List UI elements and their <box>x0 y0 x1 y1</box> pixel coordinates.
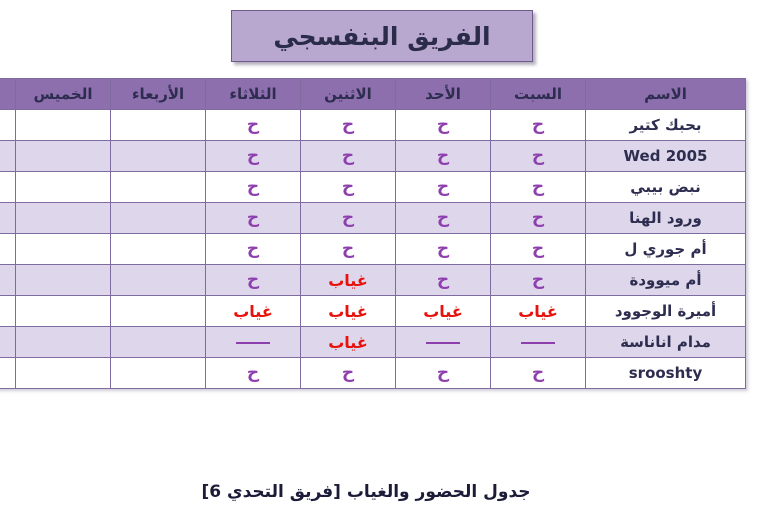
attendance-cell-thu <box>16 172 111 203</box>
attendance-cell-tue <box>206 172 301 203</box>
attendance-cell-sat <box>491 172 586 203</box>
header-row <box>0 79 746 110</box>
attendance-cell-mon <box>301 296 396 327</box>
attendance-cell-tue <box>206 327 301 358</box>
attendance-cell-fri <box>0 234 16 265</box>
dash-mark <box>426 342 460 344</box>
column-header-wed: الأربعاء <box>111 79 206 110</box>
table-row <box>0 203 746 234</box>
present-mark: ح <box>341 239 355 259</box>
column-header-sat: السبت <box>491 79 586 110</box>
member-name-cell: مدام اناناسة <box>586 327 746 358</box>
attendance-table-container <box>14 78 746 389</box>
table-head <box>0 79 746 110</box>
attendance-cell-thu <box>16 234 111 265</box>
member-name-cell: أم ميوودة <box>586 265 746 296</box>
attendance-cell-sun <box>396 203 491 234</box>
attendance-cell-wed <box>111 141 206 172</box>
attendance-cell-tue <box>206 234 301 265</box>
attendance-cell-sat <box>491 203 586 234</box>
attendance-cell-mon <box>301 110 396 141</box>
present-mark: ح <box>531 146 545 166</box>
member-name-cell: أميرة الوجوود <box>586 296 746 327</box>
table-row <box>0 296 746 327</box>
member-name-cell: نبض بيبي <box>586 172 746 203</box>
attendance-cell-mon <box>301 327 396 358</box>
member-name-cell: Wed 2005 <box>586 141 746 172</box>
attendance-cell-sun <box>396 172 491 203</box>
attendance-cell-mon <box>301 141 396 172</box>
team-title-banner <box>231 10 533 62</box>
absent-mark: غياب <box>328 301 368 321</box>
attendance-cell-fri <box>0 358 16 389</box>
present-mark: ح <box>341 146 355 166</box>
present-mark: ح <box>341 115 355 135</box>
column-header-tue: الثلاثاء <box>206 79 301 110</box>
present-mark: ح <box>531 239 545 259</box>
attendance-cell-tue <box>206 141 301 172</box>
attendance-cell-wed <box>111 265 206 296</box>
present-mark: ح <box>341 177 355 197</box>
attendance-cell-fri <box>0 172 16 203</box>
present-mark: ح <box>246 239 260 259</box>
attendance-cell-sat <box>491 358 586 389</box>
present-mark: ح <box>246 363 260 383</box>
dash-mark <box>521 342 555 344</box>
attendance-cell-fri <box>0 296 16 327</box>
present-mark: ح <box>531 270 545 290</box>
table-body <box>0 110 746 389</box>
absent-mark: غياب <box>518 301 558 321</box>
attendance-table <box>0 78 746 389</box>
table-row <box>0 327 746 358</box>
present-mark: ح <box>436 239 450 259</box>
attendance-cell-tue <box>206 265 301 296</box>
attendance-cell-sun <box>396 265 491 296</box>
present-mark: ح <box>436 115 450 135</box>
present-mark: ح <box>436 146 450 166</box>
attendance-cell-sat <box>491 296 586 327</box>
table-row <box>0 172 746 203</box>
attendance-cell-tue <box>206 358 301 389</box>
attendance-cell-tue <box>206 110 301 141</box>
absent-mark: غياب <box>233 301 273 321</box>
attendance-cell-wed <box>111 234 206 265</box>
present-mark: ح <box>246 270 260 290</box>
attendance-cell-thu <box>16 141 111 172</box>
present-mark: ح <box>531 115 545 135</box>
attendance-cell-wed <box>111 296 206 327</box>
attendance-cell-wed <box>111 203 206 234</box>
attendance-cell-wed <box>111 110 206 141</box>
attendance-cell-wed <box>111 358 206 389</box>
attendance-cell-fri <box>0 141 16 172</box>
absent-mark: غياب <box>423 301 463 321</box>
page-title: الفريق البنفسجي <box>273 21 491 51</box>
column-header-mon: الاثنين <box>301 79 396 110</box>
attendance-cell-mon <box>301 234 396 265</box>
attendance-cell-mon <box>301 203 396 234</box>
present-mark: ح <box>341 363 355 383</box>
attendance-cell-thu <box>16 327 111 358</box>
table-caption: جدول الحضور والغياب [فريق التحدي 6] <box>201 482 531 502</box>
present-mark: ح <box>246 115 260 135</box>
attendance-cell-fri <box>0 203 16 234</box>
present-mark: ح <box>436 363 450 383</box>
present-mark: ح <box>246 208 260 228</box>
attendance-cell-sat <box>491 327 586 358</box>
attendance-cell-sat <box>491 234 586 265</box>
attendance-cell-fri <box>0 265 16 296</box>
attendance-cell-sat <box>491 265 586 296</box>
attendance-cell-fri <box>0 110 16 141</box>
attendance-cell-sun <box>396 234 491 265</box>
attendance-cell-tue <box>206 296 301 327</box>
table-row <box>0 141 746 172</box>
attendance-cell-sun <box>396 296 491 327</box>
attendance-cell-mon <box>301 265 396 296</box>
column-header-thu: الخميس <box>16 79 111 110</box>
member-name-cell: أم جوري ل <box>586 234 746 265</box>
attendance-cell-sat <box>491 110 586 141</box>
present-mark: ح <box>531 363 545 383</box>
member-name-cell: ورود الهنا <box>586 203 746 234</box>
present-mark: ح <box>246 177 260 197</box>
attendance-cell-mon <box>301 172 396 203</box>
column-header-name: الاسم <box>586 79 746 110</box>
member-name-cell: بحبك كتير <box>586 110 746 141</box>
attendance-cell-mon <box>301 358 396 389</box>
attendance-cell-thu <box>16 265 111 296</box>
present-mark: ح <box>531 208 545 228</box>
attendance-cell-sun <box>396 110 491 141</box>
attendance-cell-thu <box>16 358 111 389</box>
attendance-cell-sun <box>396 141 491 172</box>
attendance-cell-wed <box>111 172 206 203</box>
table-row <box>0 110 746 141</box>
present-mark: ح <box>341 208 355 228</box>
attendance-cell-sun <box>396 327 491 358</box>
dash-mark <box>236 342 270 344</box>
attendance-cell-sun <box>396 358 491 389</box>
attendance-cell-sat <box>491 141 586 172</box>
present-mark: ح <box>531 177 545 197</box>
present-mark: ح <box>436 177 450 197</box>
attendance-cell-thu <box>16 296 111 327</box>
attendance-cell-wed <box>111 327 206 358</box>
attendance-cell-fri <box>0 327 16 358</box>
absent-mark: غياب <box>328 270 368 290</box>
absent-mark: غياب <box>328 332 368 352</box>
column-header-sun: الأحد <box>396 79 491 110</box>
table-row <box>0 234 746 265</box>
attendance-cell-tue <box>206 203 301 234</box>
present-mark: ح <box>246 146 260 166</box>
attendance-cell-thu <box>16 110 111 141</box>
member-name-cell: srooshty <box>586 358 746 389</box>
attendance-cell-thu <box>16 203 111 234</box>
column-header-fri <box>0 79 16 110</box>
present-mark: ح <box>436 270 450 290</box>
table-row <box>0 358 746 389</box>
table-row <box>0 265 746 296</box>
present-mark: ح <box>436 208 450 228</box>
